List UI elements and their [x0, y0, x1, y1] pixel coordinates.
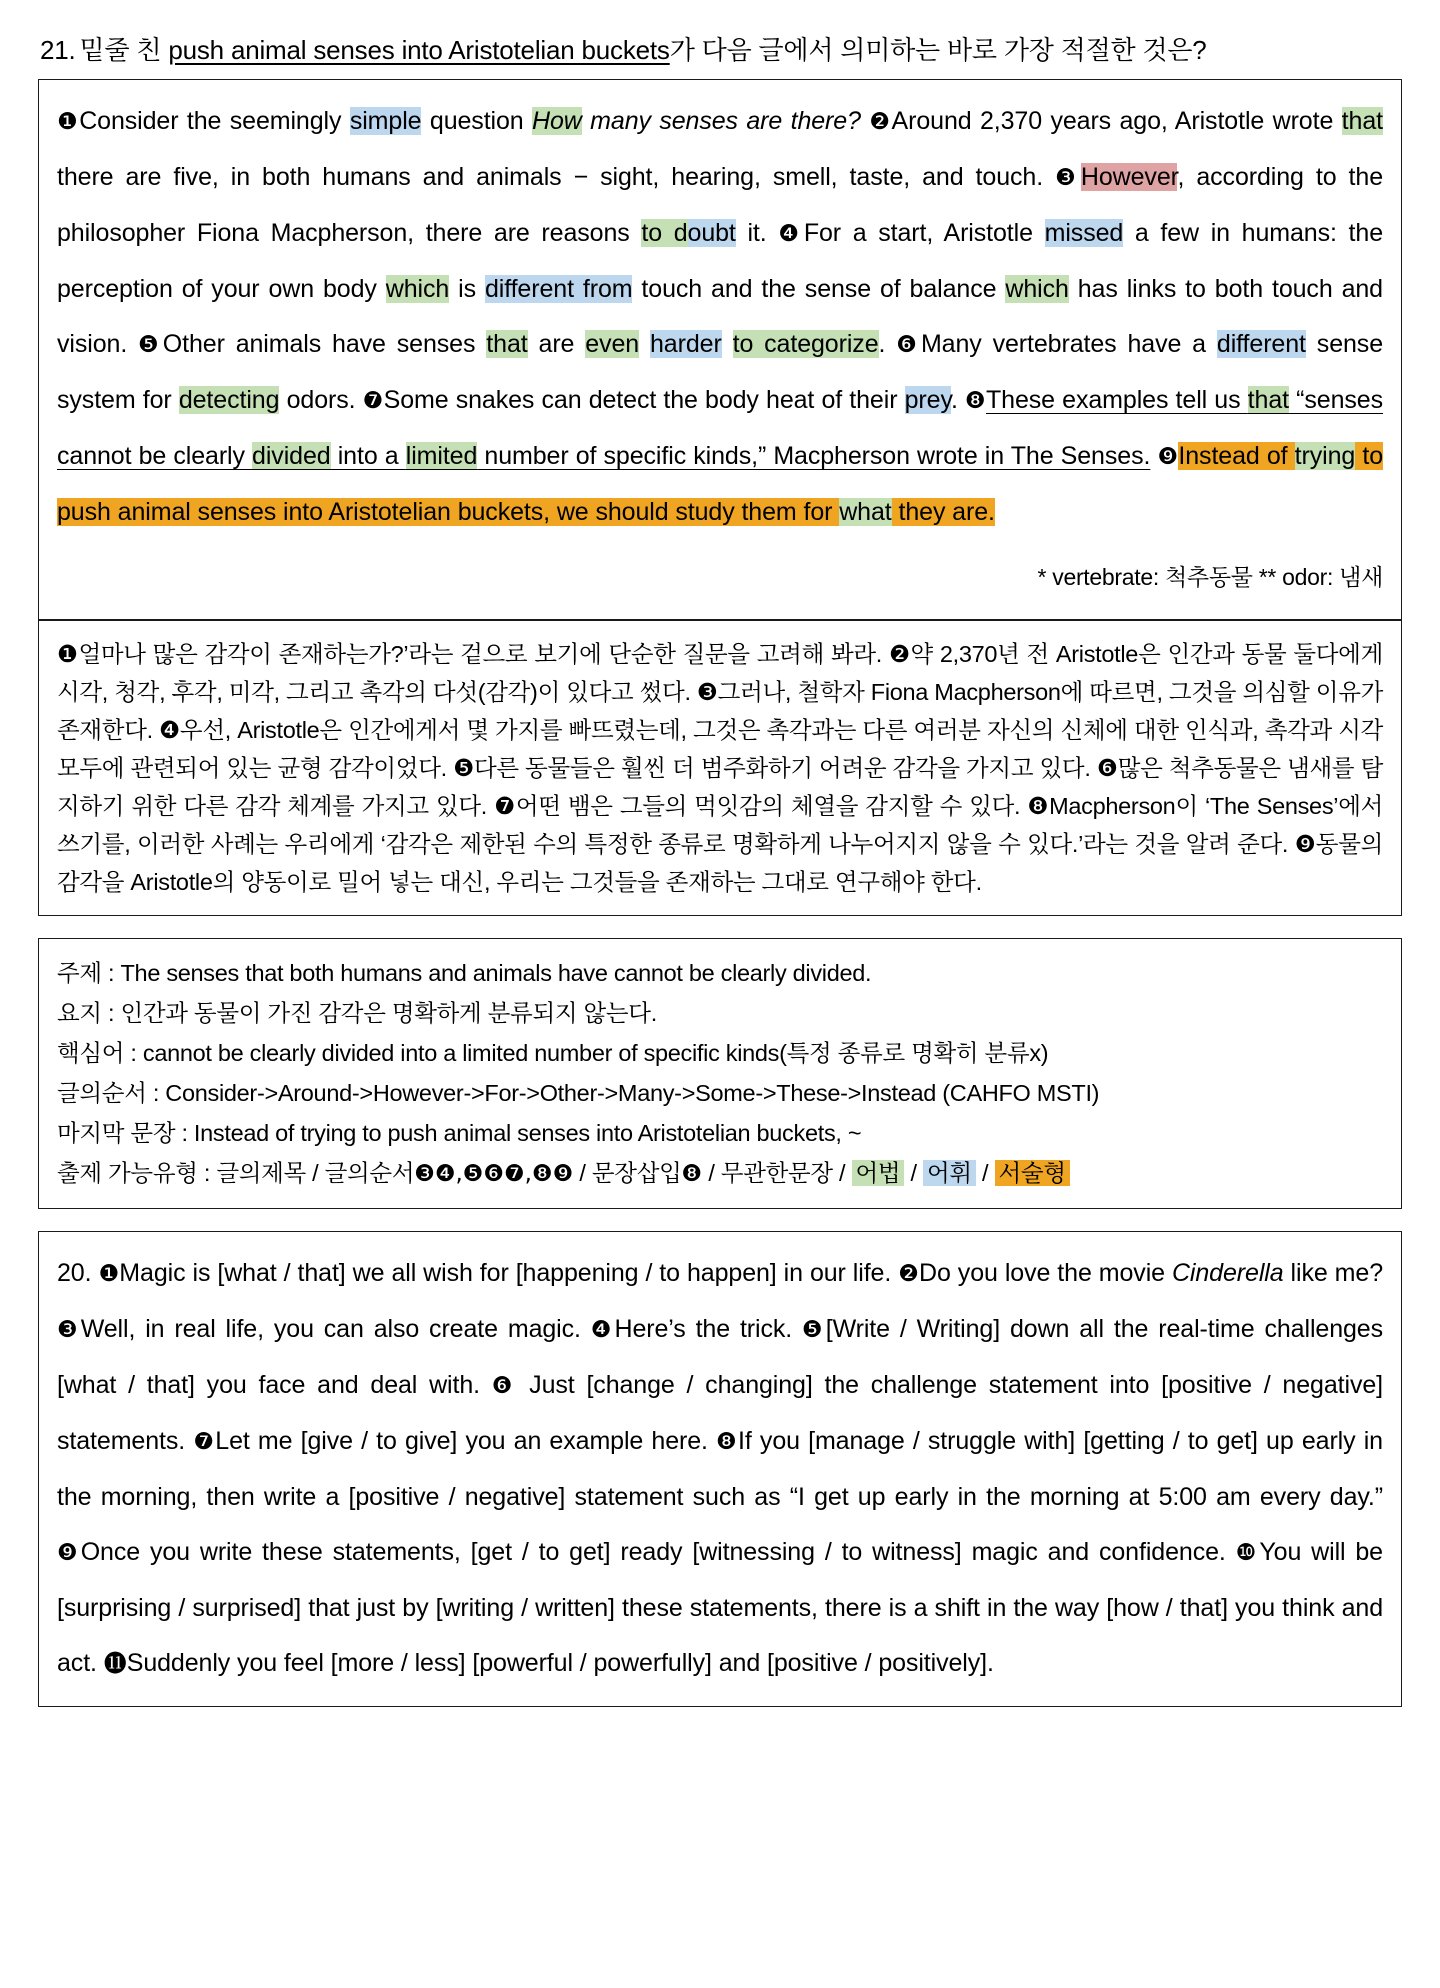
sentence-marker-6: ❻	[491, 1373, 518, 1400]
types-part-1: 글의제목 / 글의순서	[216, 1160, 415, 1187]
order-value: Consider->Around->However->For->Other->Many->Some->These->Instead (CAHFO MSTI)	[165, 1080, 1100, 1107]
highlight-green: How	[532, 107, 582, 136]
sentence-marker-1: ❶	[98, 1261, 120, 1288]
highlight-green: to d	[641, 219, 688, 248]
tag-separator: /	[904, 1160, 924, 1187]
analysis-row-keyword	[57, 1033, 1383, 1073]
highlight-green: trying	[1294, 442, 1356, 471]
highlight-orange: they are.	[891, 498, 995, 527]
sentence-marker-11: ⓫	[103, 1651, 127, 1678]
analysis-content	[57, 953, 1383, 1194]
highlight-red: However	[1080, 163, 1178, 192]
topic-value: The senses that both humans and animals have cannot be clearly divided.	[120, 960, 872, 987]
highlight-green: limited	[405, 442, 478, 471]
choice-bracket[interactable]: [positive / positively]	[766, 1649, 987, 1678]
choice-bracket[interactable]: [surprising / surprised]	[57, 1594, 302, 1623]
sentence-marker-8: ❽	[716, 1429, 739, 1456]
italic-phrase: many senses are there?	[590, 107, 861, 136]
highlight-green: that	[486, 330, 528, 359]
choice-bracket[interactable]: [happening / to happen]	[515, 1259, 777, 1288]
sentence-marker-8: ❽	[965, 388, 986, 415]
english-passage-box	[38, 79, 1402, 620]
korean-translation-text: ❶얼마나 많은 감각이 존재하는가?’라는 겉으로 보기에 단순한 질문을 고려해 봐라. ❷약 2,370년 전 Aristotle은 인간과 동물 둘다에게 시각, 청각, 후각, 미각, 그리고 촉각의 다섯(감각)이 있다고 썼다. ❸그러나, 철학자 Fiona Macpherson에 따르면, 그것을 의심할 이유가 존재한다. ❹우선, Aristotle은 인간에게서 몇 가지를 빠뜨렸는데, 그것은 촉각과는 다른 여러분 자신의 신체에 대한 인식과, 촉각과 시각 모두에 관련되어 있는 균형 감각이었다. ❺다른 동물들은 훨씬 더 범주화하기 어려운 감각을 가지고 있다. ❻많은 척추동물은 냄새를 탐지하기 위한 다른 감각 체계를 가지고 있다. ❼어떤 뱀은 그들의 먹잇감의 체열을 감지할 수 있다. ❽Macpherson이 ‘The Senses’에서 쓰기를, 이러한 사례는 우리에게 ‘감각은 제한된 수의 특정한 종류로 명확하게 나누어지지 않을 수 있다.’라는 것을 알려 준다. ❾동물의 감각을 Aristotle의 양동이로 밀어 넣는 대신, 우리는 그것들을 존재하는 그대로 연구해야 한다.	[57, 641, 1383, 896]
types-order-marks: ❸❹,❺❻❼,❽❾	[414, 1161, 574, 1188]
topic-label: 주제 :	[57, 960, 121, 987]
choice-bracket[interactable]: [what / that]	[217, 1259, 346, 1288]
choice-bracket[interactable]: [positive / negative]	[348, 1483, 566, 1512]
choice-bracket[interactable]: [how / that]	[1106, 1594, 1228, 1623]
question-21-heading	[40, 34, 1402, 67]
choice-bracket[interactable]: [give / to give]	[300, 1427, 458, 1456]
analysis-box	[38, 938, 1402, 1209]
analysis-row-last-sentence	[57, 1113, 1383, 1153]
highlight-orange: to push animal senses into Aristotelian buckets, we should study them for	[57, 442, 1383, 527]
highlight-green: what	[839, 498, 892, 527]
highlight-green: which	[385, 275, 450, 304]
sentence-marker-3: ❸	[57, 1317, 81, 1344]
keyword-value: cannot be clearly divided into a limited number of specific kinds(특정 종류로 명확히 분류x)	[142, 1040, 1049, 1067]
sentence-marker-3: ❸	[1055, 165, 1081, 192]
question-20-box	[38, 1231, 1402, 1707]
choice-bracket[interactable]: [manage / struggle with]	[808, 1427, 1076, 1456]
choice-bracket[interactable]: [witnessing / to witness]	[692, 1538, 962, 1567]
question-21-prompt-suffix: 가 다음 글에서 의미하는 바로 가장 적절한 것은?	[669, 35, 1207, 65]
choice-bracket[interactable]: [more / less]	[330, 1649, 466, 1678]
highlight-blue: different	[1216, 330, 1306, 359]
spacer	[38, 1209, 1402, 1231]
highlight-blue: harder	[650, 330, 722, 359]
last-sentence-label: 마지막 문장 :	[57, 1120, 194, 1147]
sentence-marker-2: ❷	[898, 1261, 920, 1288]
passage-paragraph: ❶Consider the seemingly simple question How many senses are there? ❷Around 2,370 years ago, Aristotle wrote that there are five, in both humans and animals − sight, hearing, smell, taste, and touch. ❸However, according to the philosopher Fiona Macpherson, there are reasons to doubt it. ❹For a start, Aristotle missed a few in humans: the perception of your own body which is different from touch and the sense of balance which has links to both touch and vision. ❺Other animals have senses that are even harder to categorize. ❻Many vertebrates have a different sense system for detecting odors. ❼Some snakes can detect the body heat of their prey. ❽These examples tell us that “senses cannot be clearly divided into a limited number of specific kinds,” Macpherson wrote in The Senses. ❾Instead of trying to push animal senses into Aristotelian buckets, we should study them for what they are.	[57, 107, 1384, 527]
types-part-2: / 문장삽입	[573, 1160, 682, 1187]
choice-bracket[interactable]: [Write / Writing]	[825, 1315, 1001, 1344]
tag-vocabulary: 어휘	[923, 1160, 976, 1186]
tag-writing: 서술형	[995, 1160, 1070, 1186]
underlined-sentence-8: These examples tell us that “senses cannot be clearly divided into a limited number of specific kinds,” Macpherson wrote in The Senses.	[57, 386, 1384, 471]
choice-bracket[interactable]: [powerful / powerfully]	[472, 1649, 712, 1678]
highlight-blue: simple	[349, 107, 422, 136]
types-part-3: / 무관한문장 /	[702, 1160, 852, 1187]
gist-value: 인간과 동물이 가진 감각은 명확하게 분류되지 않는다.	[120, 1000, 657, 1027]
sentence-marker-7: ❼	[193, 1429, 216, 1456]
tag-separator: /	[975, 1160, 995, 1187]
highlight-blue: different from	[484, 275, 633, 304]
keyword-label: 핵심어 :	[57, 1040, 143, 1067]
order-label: 글의순서 :	[57, 1080, 166, 1107]
choice-bracket[interactable]: [positive / negative]	[1161, 1371, 1383, 1400]
question-21-number: 21.	[40, 35, 76, 65]
sentence-marker-9: ❾	[57, 1540, 81, 1567]
highlight-blue: oubt	[687, 219, 736, 248]
analysis-row-question-types	[57, 1153, 1383, 1194]
choice-bracket[interactable]: [get / to get]	[470, 1538, 611, 1567]
analysis-row-gist	[57, 993, 1383, 1033]
sentence-marker-2: ❷	[869, 109, 892, 136]
highlight-orange: Instead of	[1178, 442, 1295, 471]
highlight-green: that	[1341, 107, 1383, 136]
korean-translation-box	[38, 620, 1402, 916]
question-20-paragraph: 20. ❶Magic is [what / that] we all wish for [happening / to happen] in our life. ❷Do you love the movie Cinderella like me? ❸Well, in real life, you can also create magic. ❹Here’s the trick. ❺[Write / Writing] down all the real-time challenges [what / that] you face and deal with. ❻ Just [change / changing] the challenge statement into [positive / negative] statements. ❼Let me [give / to give] you an example here. ❽If you [manage / struggle with] [getting / to get] up early in the morning, then write a [positive / negative] statement such as “I get up early in the morning at 5:00 am every day.” ❾Once you write these statements, [get / to get] ready [witnessing / to witness] magic and confidence. ❿You will be [surprising / surprised] that just by [writing / written] these statements, there is a shift in the way [how / that] you think and act. ⓫Suddenly you feel [more / less] [powerful / powerfully] and [positive / positively].	[57, 1259, 1384, 1678]
question-21-prompt-prefix: 밑줄 친	[79, 35, 169, 65]
choice-bracket[interactable]: [what / that]	[57, 1371, 195, 1400]
highlight-green: divided	[252, 442, 331, 471]
types-insert-mark: ❽	[681, 1161, 703, 1188]
question-20-text	[57, 1246, 1383, 1692]
types-label: 출제 가능유형 :	[57, 1160, 217, 1187]
analysis-row-topic	[57, 953, 1383, 993]
question-20-number: 20.	[57, 1259, 92, 1288]
choice-bracket[interactable]: [writing / written]	[435, 1594, 615, 1623]
highlight-green: detecting	[178, 386, 280, 415]
highlight-blue: prey	[904, 386, 951, 415]
question-21-underlined-phrase: push animal senses into Aristotelian buckets	[168, 35, 670, 65]
sentence-marker-4: ❹	[778, 221, 804, 248]
spacer	[38, 916, 1402, 938]
tag-grammar: 어법	[852, 1160, 905, 1186]
sentence-marker-5: ❺	[138, 332, 163, 359]
sentence-marker-9: ❾	[1157, 444, 1179, 471]
gist-label: 요지 :	[57, 1000, 121, 1027]
highlight-blue: missed	[1044, 219, 1124, 248]
highlight-green: that	[1247, 386, 1289, 415]
highlight-green: to categorize	[732, 330, 879, 359]
italic-title: Cinderella	[1171, 1259, 1284, 1288]
highlight-green: which	[1005, 275, 1069, 304]
highlight-green: even	[585, 330, 640, 359]
sentence-marker-5: ❺	[802, 1317, 826, 1344]
choice-bracket[interactable]: [change / changing]	[586, 1371, 813, 1400]
analysis-row-order	[57, 1073, 1383, 1113]
sentence-marker-1: ❶	[57, 109, 80, 136]
sentence-marker-6: ❻	[896, 332, 921, 359]
choice-bracket[interactable]: [getting / to get]	[1083, 1427, 1258, 1456]
english-passage-text	[57, 94, 1383, 605]
sentence-marker-10: ❿	[1235, 1540, 1260, 1567]
passage-footnote: * vertebrate: 척추동물 ** odor: 냄새	[1037, 564, 1383, 591]
last-sentence-value: Instead of trying to push animal senses into Aristotelian buckets, ~	[193, 1120, 862, 1147]
sentence-marker-4: ❹	[590, 1317, 615, 1344]
sentence-marker-7: ❼	[362, 388, 384, 415]
